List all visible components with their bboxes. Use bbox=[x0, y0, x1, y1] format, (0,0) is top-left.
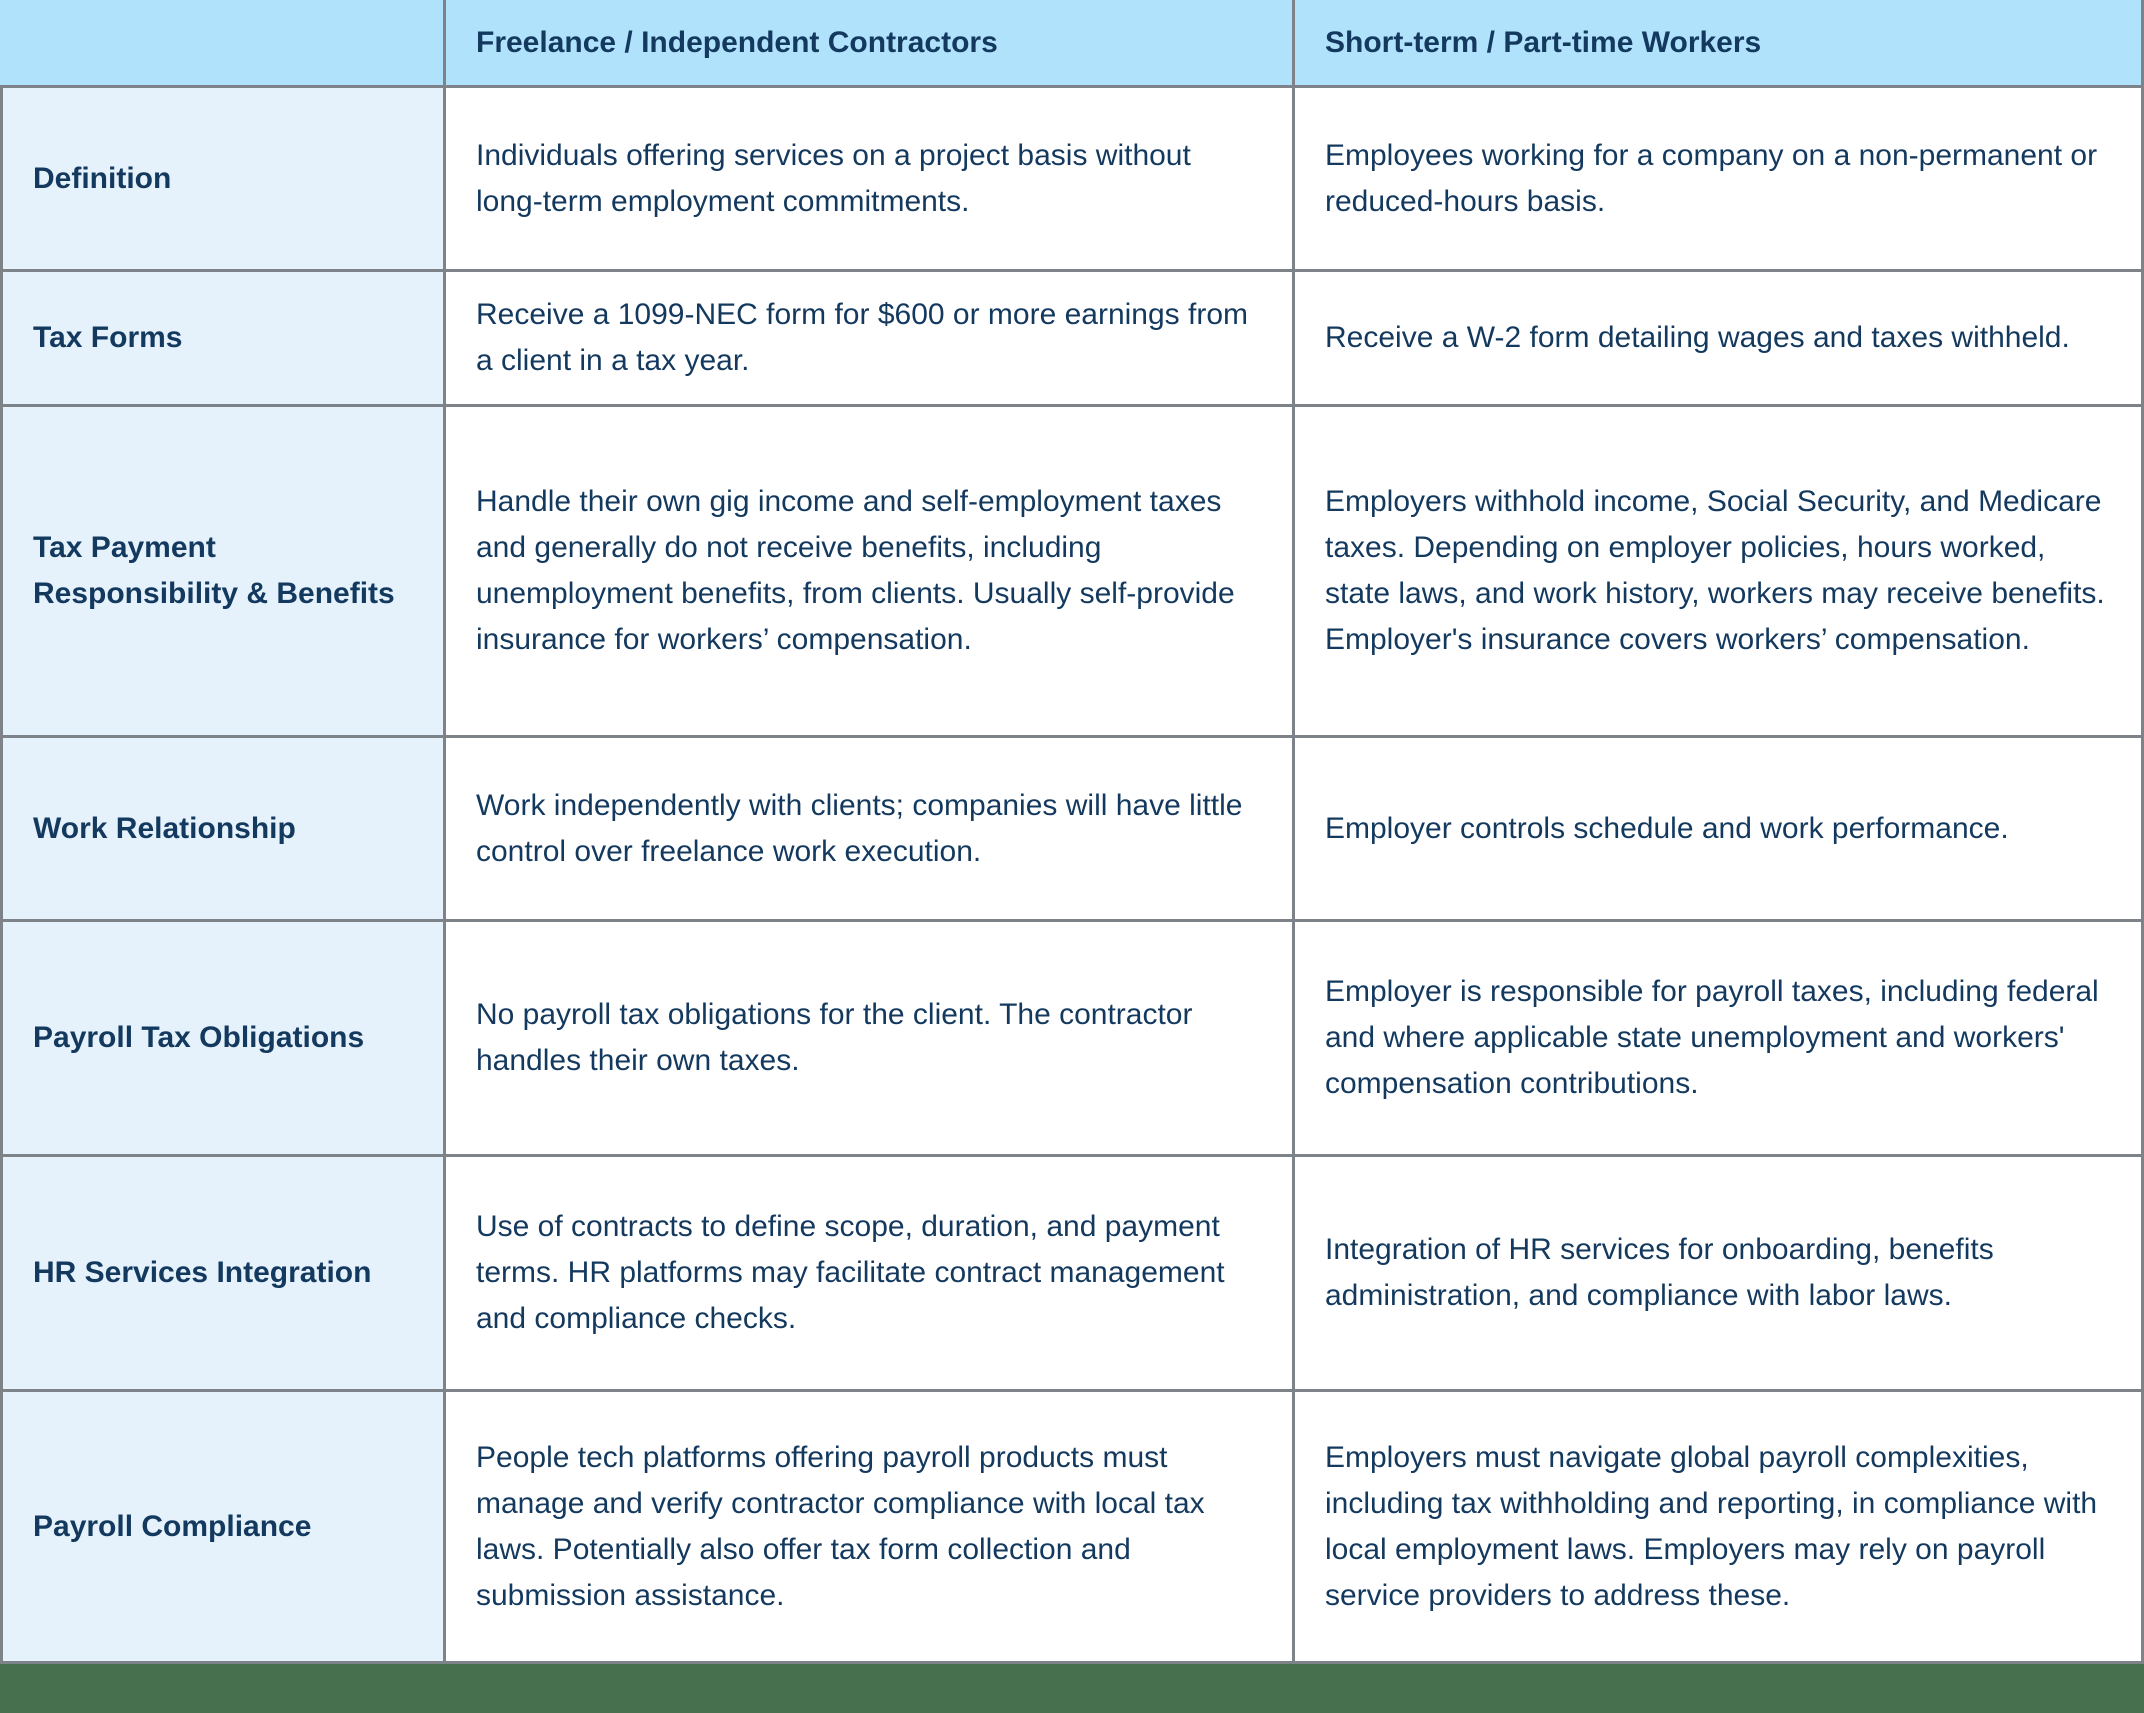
row-label-payroll-compliance: Payroll Compliance bbox=[0, 1392, 446, 1664]
cell-tax-payment-short-term: Employers withhold income, Social Security, and Medicare taxes. Depending on employer policies, hours worked, state laws, and work history, workers may receive benefits. Employer's insurance covers workers’ compensation. bbox=[1295, 407, 2144, 738]
row-label-tax-payment-responsibility: Tax Payment Responsibility & Benefits bbox=[0, 407, 446, 738]
cell-tax-forms-freelance: Receive a 1099-NEC form for $600 or more earnings from a client in a tax year. bbox=[446, 272, 1295, 407]
footer-bar bbox=[0, 1664, 2144, 1713]
corner-cell bbox=[0, 0, 446, 88]
row-label-hr-services-integration: HR Services Integration bbox=[0, 1157, 446, 1392]
cell-hr-services-freelance: Use of contracts to define scope, duration, and payment terms. HR platforms may facilitate contract management and compliance checks. bbox=[446, 1157, 1295, 1392]
column-header-freelance: Freelance / Independent Contractors bbox=[446, 0, 1295, 88]
row-label-definition: Definition bbox=[0, 88, 446, 272]
cell-payroll-compliance-freelance: People tech platforms offering payroll products must manage and verify contractor compliance with local tax laws. Potentially also offer tax form collection and submission assistance. bbox=[446, 1392, 1295, 1664]
cell-definition-freelance: Individuals offering services on a project basis without long-term employment commitments. bbox=[446, 88, 1295, 272]
column-header-short-term: Short-term / Part-time Workers bbox=[1295, 0, 2144, 88]
cell-tax-forms-short-term: Receive a W-2 form detailing wages and taxes withheld. bbox=[1295, 272, 2144, 407]
cell-tax-payment-freelance: Handle their own gig income and self-employment taxes and generally do not receive benefits, including unemployment benefits, from clients. Usually self-provide insurance for workers’ compensation. bbox=[446, 407, 1295, 738]
cell-work-relationship-short-term: Employer controls schedule and work performance. bbox=[1295, 738, 2144, 922]
cell-payroll-compliance-short-term: Employers must navigate global payroll complexities, including tax withholding and reporting, in compliance with local employment laws. Employers may rely on payroll service providers to address these. bbox=[1295, 1392, 2144, 1664]
row-label-work-relationship: Work Relationship bbox=[0, 738, 446, 922]
cell-payroll-tax-short-term: Employer is responsible for payroll taxes, including federal and where applicable state unemployment and workers' compensation contributions. bbox=[1295, 922, 2144, 1157]
row-label-payroll-tax-obligations: Payroll Tax Obligations bbox=[0, 922, 446, 1157]
cell-work-relationship-freelance: Work independently with clients; companies will have little control over freelance work execution. bbox=[446, 738, 1295, 922]
cell-payroll-tax-freelance: No payroll tax obligations for the client. The contractor handles their own taxes. bbox=[446, 922, 1295, 1157]
row-label-tax-forms: Tax Forms bbox=[0, 272, 446, 407]
cell-definition-short-term: Employees working for a company on a non-permanent or reduced-hours basis. bbox=[1295, 88, 2144, 272]
cell-hr-services-short-term: Integration of HR services for onboarding, benefits administration, and compliance with labor laws. bbox=[1295, 1157, 2144, 1392]
